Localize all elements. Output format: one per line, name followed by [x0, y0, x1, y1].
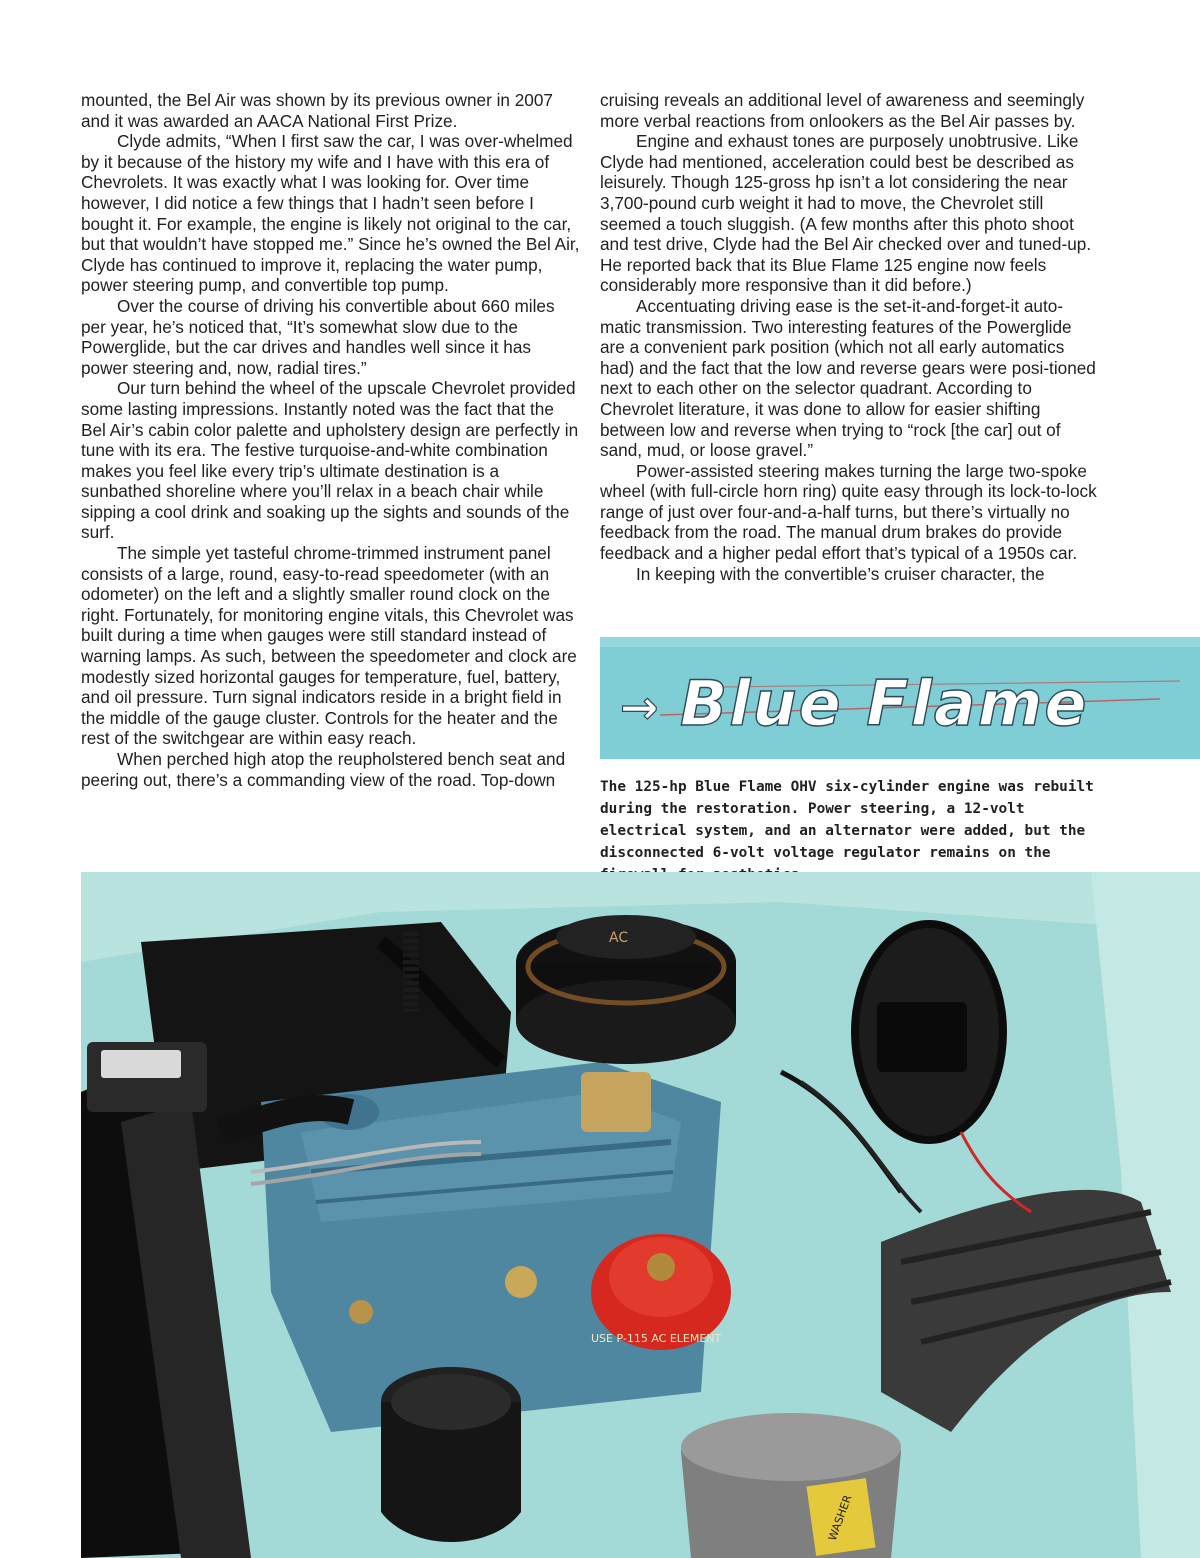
paragraph: In keeping with the convertible’s cruiser character, the — [636, 563, 1045, 584]
paragraph: mounted, the Bel Air was shown by its previous owner in 2007 and it was awarded an AACA National First Prize. — [81, 90, 553, 131]
paragraph: When perched high atop the reupholstered bench seat and peering out, there’s a commanding view of the road. Top-down — [81, 749, 566, 790]
air-cleaner-label: AC — [609, 930, 629, 946]
engine-bay-photo — [81, 872, 1200, 1558]
paragraph: Clyde admits, “When I first saw the car, I was over-whelmed by it because of the history my wife and I have with this era of Chevrolets. It was exactly what I was looking for. Over time however, I did notice a few things that I hadn’t seen before I bought it. For example, the engine is likely not original to the car, but that wouldn’t have stopped me.” Since he’s owned the Bel Air, Clyde has continued to improve it, replacing the water pump, power steering pump, and convertible top pump. — [81, 131, 580, 296]
washer-label: WASHER — [825, 1493, 855, 1543]
paragraph: Over the course of driving his convertible about 660 miles per year, he’s noticed that, “It’s somewhat slow due to the Powerglide, but the car drives and handles well since it has power steering and, now, radial tires.” — [81, 295, 555, 378]
paragraph: The simple yet tasteful chrome-trimmed instrument panel consists of a large, round, easy-to-read speedometer (with an odometer) on the left and a slightly smaller round clock on the right. Fortunately, for monitoring engine vitals, this Chevrolet was built during a time when gauges were still standard instead of warning lamps. As such, between the speedometer and clock are modestly sized horizontal gauges for temperature, fuel, battery, and oil pressure. Turn signal indicators reside in a bright field in the middle of the gauge cluster. Controls for the heater and the rest of the switchgear are within easy reach. — [81, 543, 577, 749]
paragraph: cruising reveals an additional level of awareness and seemingly more verbal reactions from onlookers as the Bel Air passes by. — [600, 90, 1085, 131]
paragraph: Accentuating driving ease is the set-it-and-forget-it auto-matic transmission. Two interesting features of the Powerglide are a convenient park position (which not all early automatics had) and the fact that the low and reverse gears were posi-tioned next to each other on the selector quadrant. According to Chevrolet literature, it was done to allow for easier shifting between low and reverse when trying to “rock [the car] out of sand, mud, or loose gravel.” — [600, 295, 1096, 461]
engine-bay-illustration — [81, 872, 1200, 1558]
oil-filter-label: USE P-115 AC ELEMENT — [591, 1332, 722, 1345]
badge-text: Blue Flame — [680, 667, 1089, 740]
blue-flame-badge-graphic — [600, 637, 1200, 759]
paragraph: Our turn behind the wheel of the upscale Chevrolet provided some lasting impressions. Instantly noted was the fact that the Bel Air’s cabin color palette and upholstery design are perfectly in tune with its era. The festive turquoise-and-white combination makes you feel like every trip’s ultimate destination is a sunbathed shoreline where you’ll relax in a beach chair while sipping a cool drink and soaking up the sights and sounds of the surf. — [81, 378, 579, 543]
photo-caption: The 125-hp Blue Flame OHV six-cylinder engine was rebuilt during the restoration. Power steering, a 12-volt electrical system, and an alternator were added, but the disconnected 6-volt voltage regulator remains on the — [600, 779, 1094, 861]
paragraph: Engine and exhaust tones are purposely unobtrusive. Like Clyde had mentioned, acceleration could best be described as leisurely. Though 125-gross hp isn’t a lot considering the near 3,700-pound curb weight it had to move, the Chevrolet still seemed a touch sluggish. (A few months after this photo shoot and test drive, Clyde had the Bel Air checked over and tuned-up. He reported back that its Blue Flame 125 engine now feels considerably more responsive than it did before.) — [600, 131, 1092, 296]
article-column-right — [600, 90, 1100, 584]
badge-arrow-icon: → — [620, 680, 659, 734]
article-column-left — [81, 90, 581, 790]
blue-flame-badge-photo — [600, 637, 1200, 759]
paragraph: Power-assisted steering makes turning the large two-spoke wheel (with full-circle horn ring) quite easy through its lock-to-lock range of just over four-and-a-half turns, but there’s virtually no feedback from the road. The manual drum brakes do provide feedback and a higher pedal effort that’s typical of a 1950s car. — [600, 460, 1097, 564]
